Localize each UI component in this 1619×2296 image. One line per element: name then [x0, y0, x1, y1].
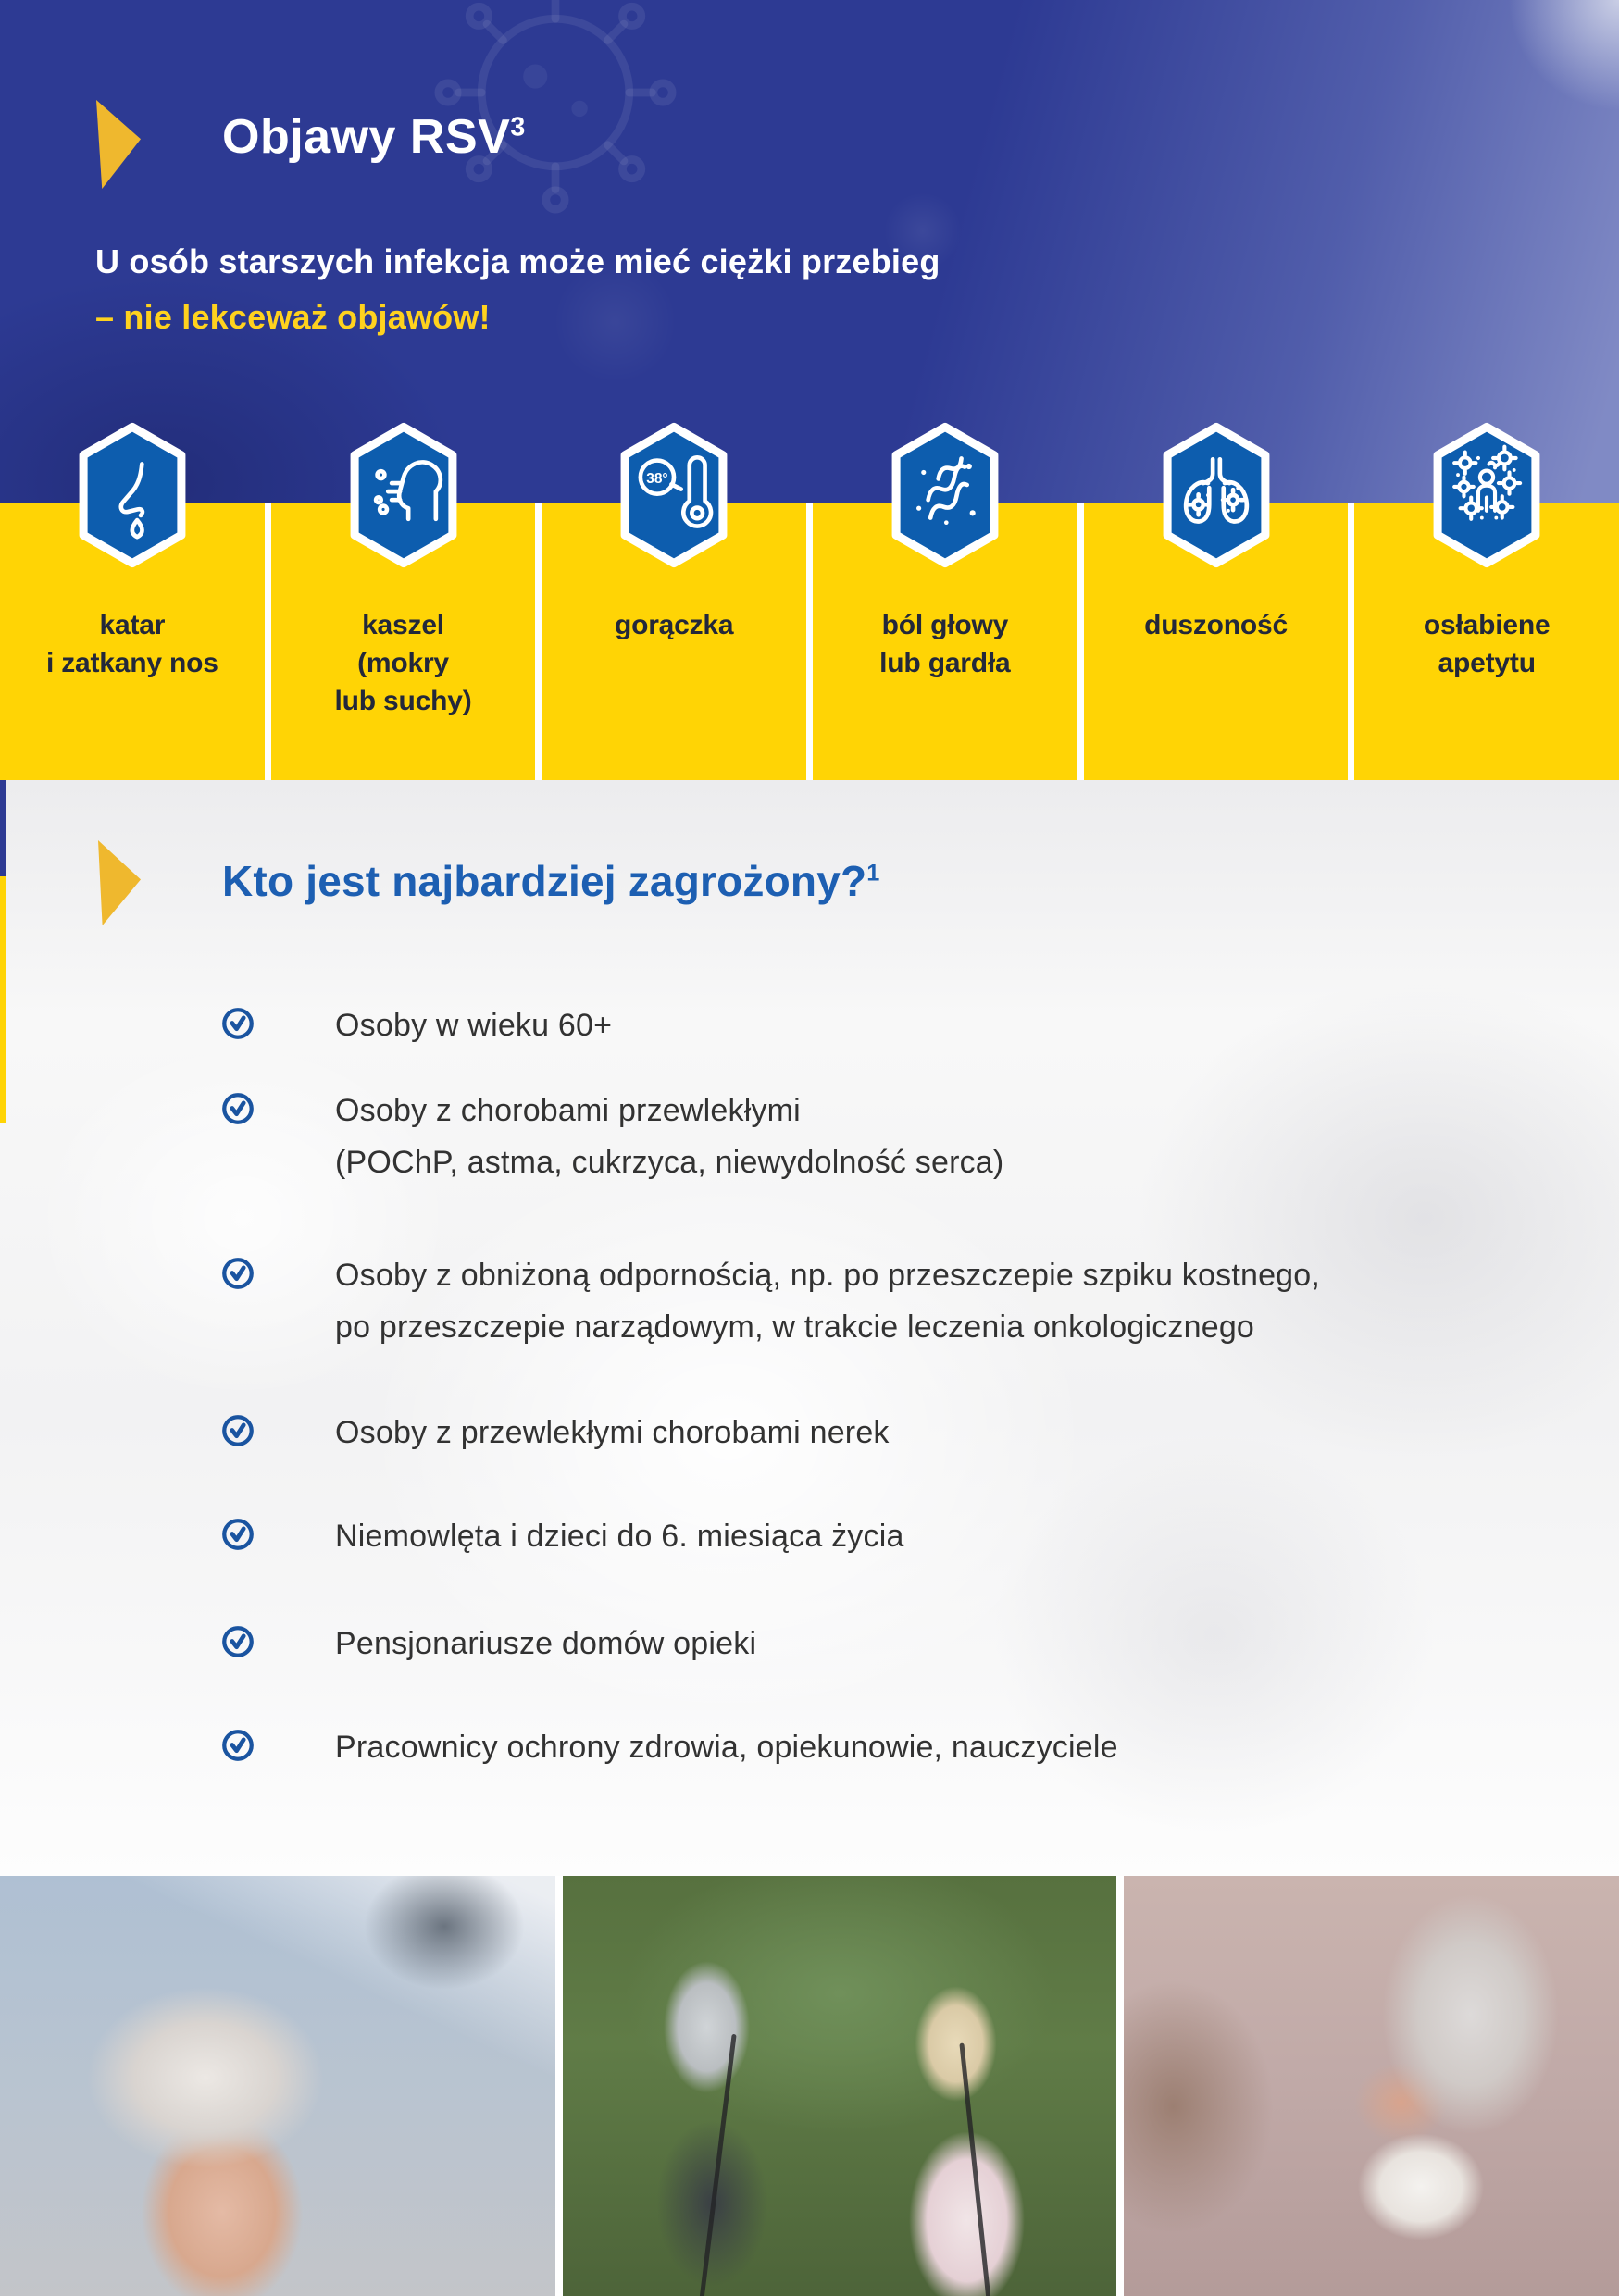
- edge-strip-yellow: [0, 876, 6, 1123]
- risk-item-text: Osoby z przewlekłymi chorobami nerek: [335, 1415, 890, 1450]
- coughing-person-icon: [346, 421, 461, 569]
- symptom-label-line: ból głowy: [881, 610, 1009, 640]
- hiking-pole: [699, 2034, 736, 2296]
- check-circle-icon: [220, 1006, 255, 1041]
- symptom-label-line: (mokry: [357, 648, 449, 678]
- hiking-pole: [959, 2043, 990, 2296]
- risk-list-item: [220, 1721, 1118, 1773]
- person-viruses-icon: [1429, 421, 1544, 569]
- symptom-cards-row: [0, 471, 1619, 780]
- risk-list-item: [220, 1510, 904, 1562]
- symptom-card-kaszel: [271, 503, 536, 780]
- symptom-label: [1354, 606, 1619, 682]
- risk-section: [0, 780, 1619, 1876]
- photo-strip: [0, 1876, 1619, 2296]
- symptom-label: [1084, 606, 1349, 644]
- risk-heading-text: Kto jest najbardziej zagrożony?: [222, 857, 867, 905]
- page-title: [222, 109, 526, 165]
- check-circle-icon: [220, 1517, 255, 1552]
- symptom-label-line: lub gardła: [879, 648, 1011, 678]
- risk-item-text: Osoby z obniżoną odpornością, np. po przeszczepie szpiku kostnego, po przeszczepie narządowym, w trakcie leczenia onkologicznego: [335, 1258, 1321, 1345]
- symptom-card-goraczka: [542, 471, 806, 780]
- risk-list-item: [220, 1618, 756, 1669]
- hero-section: [0, 0, 1619, 503]
- symptom-label-line: duszoność: [1144, 610, 1288, 640]
- check-circle-icon: [220, 1091, 255, 1126]
- symptom-label-line: lub suchy): [334, 686, 472, 716]
- hero-subtitle-line2: – nie lekceważ objawów!: [95, 298, 491, 336]
- symptom-label-line: gorączka: [614, 610, 734, 640]
- symptom-label-line: kaszel: [362, 610, 444, 640]
- hero-subtitle-line1: U osób starszych infekcja może mieć ciężki przebieg: [95, 242, 940, 280]
- risk-item-text: Niemowlęta i dzieci do 6. miesiąca życia: [335, 1519, 904, 1554]
- check-circle-icon: [220, 1624, 255, 1659]
- photo-senior-couple-nordic-walking: [563, 1876, 1116, 2296]
- thermometer-temp-label: 38°: [646, 471, 668, 488]
- photo-senior-woman-blowing-nose: [1124, 1876, 1619, 2296]
- symptom-card-apetyt: [1354, 503, 1619, 780]
- symptom-label: [0, 606, 265, 682]
- symptom-label-line: katar: [99, 610, 166, 640]
- page-title-text: Objawy RSV: [222, 110, 511, 164]
- risk-list-item: [220, 1085, 1003, 1188]
- check-circle-icon: [220, 1256, 255, 1291]
- risk-heading: [222, 856, 880, 906]
- page-title-footnote: 3: [510, 112, 526, 143]
- symptom-label: [271, 606, 536, 720]
- risk-item-text: Osoby w wieku 60+: [335, 1008, 613, 1043]
- thermometer-icon: [616, 421, 731, 569]
- symptom-card-bol-glowy: [813, 503, 1077, 780]
- lungs-infection-icon: [1159, 421, 1274, 569]
- check-circle-icon: [220, 1413, 255, 1448]
- symptom-card-katar: [0, 503, 265, 780]
- virus-strands-icon: [888, 421, 1003, 569]
- risk-list-item: [220, 1249, 1320, 1353]
- section-marker-arrow: [98, 840, 141, 925]
- edge-strip-blue: [0, 780, 6, 876]
- symptom-label-line: i zatkany nos: [45, 648, 218, 678]
- nose-drip-icon: [75, 421, 190, 569]
- check-circle-icon: [220, 1728, 255, 1763]
- risk-item-text: Pensjonariusze domów opieki: [335, 1626, 757, 1661]
- risk-list-item: [220, 999, 612, 1051]
- symptom-label-line: osłabiene: [1423, 610, 1551, 640]
- risk-item-text: Osoby z chorobami przewlekłymi (POChP, astma, cukrzyca, niewydolność serca): [335, 1093, 1004, 1180]
- symptom-card-duszonosc: [1084, 503, 1349, 780]
- risk-item-text: Pracownicy ochrony zdrowia, opiekunowie, nauczyciele: [335, 1730, 1118, 1765]
- symptom-label: [542, 606, 806, 644]
- section-marker-arrow: [96, 100, 141, 189]
- risk-list-item: [220, 1407, 890, 1458]
- photo-elderly-woman-with-caregiver: [0, 1876, 555, 2296]
- risk-heading-footnote: 1: [866, 860, 880, 887]
- symptom-label: [813, 606, 1077, 682]
- symptom-label-line: apetytu: [1438, 648, 1536, 678]
